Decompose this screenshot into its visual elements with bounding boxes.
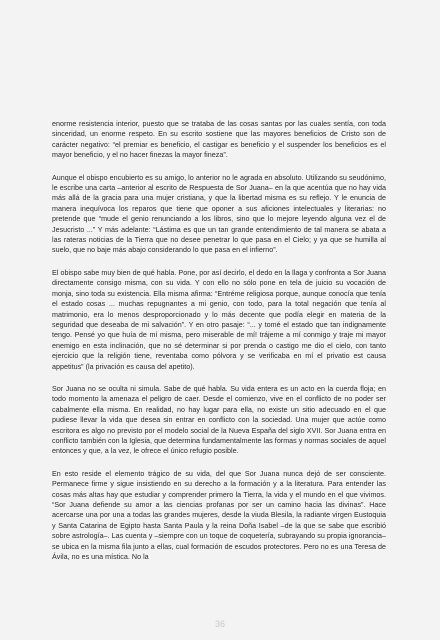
paragraph-4: Sor Juana no se oculta ni simula. Sabe de qué habla. Su vida entera es un acto en la cuerda floja; en todo momento la amenaza el peligro de caer. Desde el comienzo, vive en el conflicto de no poder ser cabalmente ella misma. En realidad, no hay lugar para ella, no existe un sitio adecuado en el que pudiese llevar la vida que desea sin entrar en conflicto con la sociedad. Una mujer que actúe como escritora es algo no previsto por el modelo social de la Nueva España del siglo XVII. Sor Juana entra en conflicto también con la Iglesia, que determina fundamentalmente las formas y normas sociales de aquel entonces y que, a la vez, le ofrece el único refugio posible. [52,384,386,456]
page-number: 36 [214,619,225,629]
body-text [52,119,386,574]
paragraph-5: En esto reside el elemento trágico de su vida, del que Sor Juana nunca dejó de ser consciente. Permanece firme y sigue insistiendo en su derecho a la formación y a la literatura. Para entender las cosas más altas hay que estudiar y comprender primero la Tierra, la vida y el mundo en el que vivimos. “Sor Juana defiende su amor a las ciencias profanas por ser un camino hacia las divinas”. Hace acercarse una por una a todas las grandes mujeres, desde la viuda Blesila, la radiante virgen Eustoquia y Santa Catarina de Egipto hasta Santa Paula y la reina Doña Isabel –de la que se sabe que escribió sobre astrología–. Las cuenta y –siempre con un toque de coquetería, subrayando su propia ignorancia– se ubica en la misma fila junto a ellas, cual formación de escudos protectores. Pero no es una Teresa de Ávila, no es una mística. No la [52,469,386,562]
paragraph-3: El obispo sabe muy bien de qué habla. Pone, por así decirlo, el dedo en la llaga y confronta a Sor Juana directamente consigo misma, con su vida. Y con ello no sólo pone en tela de juicio su vocación de monja, sino toda su existencia. Ella misma afirma: “Entréme religiosa porque, aunque conocía que tenía el estado cosas ... muchas repugnantes a mi genio, con todo, para la total negación que tenía al matrimonio, era lo menos desproporcionado y lo más decente que podía elegir en materia de la seguridad que deseaba de mi salvación”. Y en otro pasaje: “... y tomé el estado que tan indignamente tengo. Pensé yo que huía de mí misma, pero miserable de mí! trájeme a mí conmigo y traje mi mayor enemigo en esta inclinación, que no sé determinar si por prenda o castigo me dio el cielo, con tanto ejercicio que la religión tiene, reventaba como pólvora y se verificaba en mí el privatio est causa appetitus” (la privación es causa del apetito). [52,268,386,371]
paragraph-1: enorme resistencia interior, puesto que se trataba de las cosas santas por las cuales sentía, con toda sinceridad, un enorme respeto. En su escrito sostiene que las mayores beneficios de Cristo son de carácter negativo: “el premiar es beneficio, el castigar es beneficio y el suspender los beneficios es el mayor beneficio, y el no hacer finezas la mayor fineza”. [52,120,386,160]
paragraph-2: Aunque el obispo encubierto es su amigo, lo anterior no le agrada en absoluto. Utilizando su seudónimo, le escribe una carta –anterior al escrito de Respuesta de Sor Juana– en la que acentúa que no hay vida más allá de la gracia para una mujer cristiana, y que la libertad misma es su reflejo. Y le enuncia de manera inequívoca los reparos que tiene que oponer a sus aficiones intelectuales y literarias: no pretende que “mude el genio renunciando a los libros, sino que lo mejore leyendo alguna vez el de Jesucristo ...” Y más adelante: “Lástima es que un tan grande entendimiento de tal manera se abata a las rateras noticias de la Tierra que no desee penetrar lo que pasa en el Cielo; y ya que se humilla al suelo, que no baje más abajo considerando lo que pasa en el infierno”. [52,173,386,255]
